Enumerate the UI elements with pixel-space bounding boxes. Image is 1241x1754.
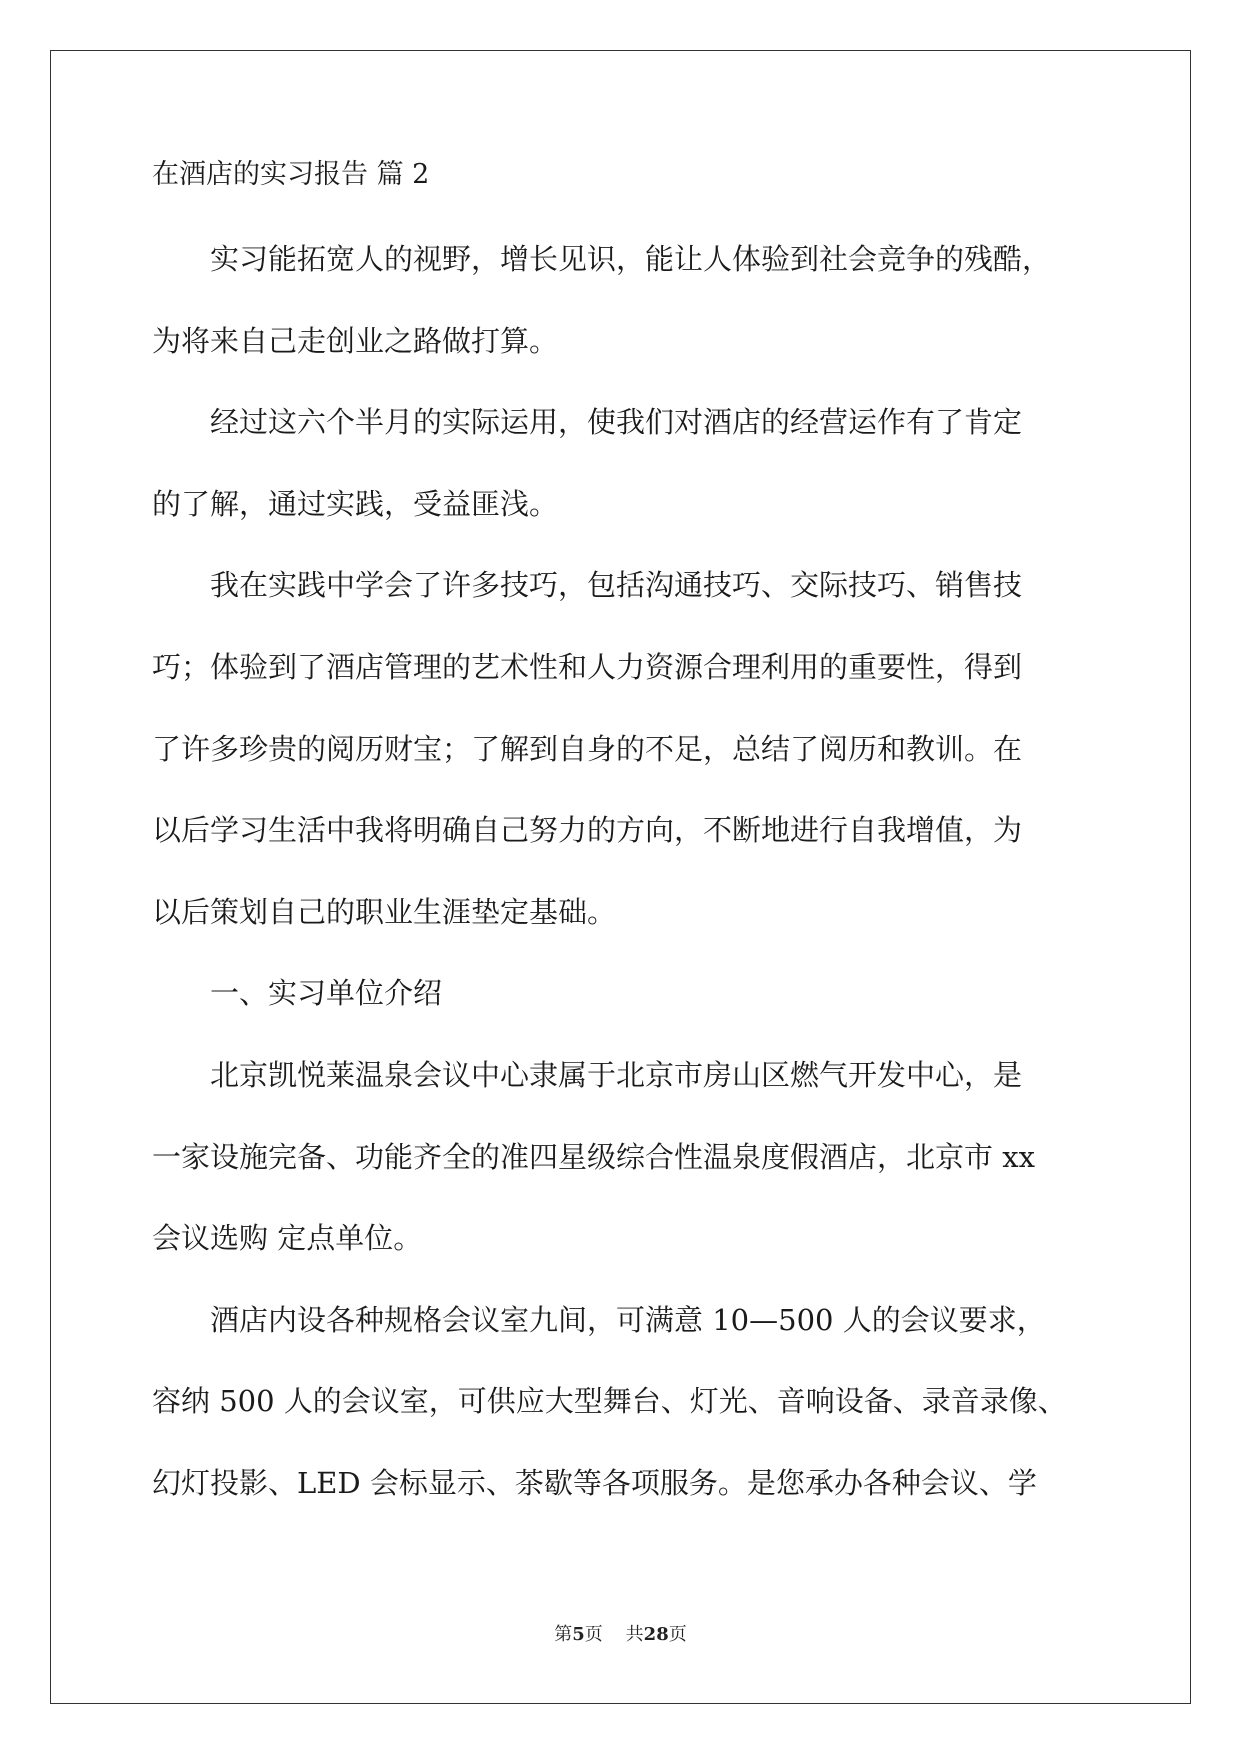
total-suffix: 页	[668, 1624, 687, 1645]
paragraph	[152, 1280, 1092, 1525]
text-line: 经过这六个半月的实际运用，使我们对酒店的经营运作有了肯定	[210, 405, 1023, 440]
paragraph	[152, 545, 1092, 953]
text-line: 一、实习单位介绍	[210, 976, 443, 1011]
text-line: 为将来自己走创业之路做打算。	[152, 323, 559, 358]
document-body	[152, 160, 1092, 1525]
text-line: 以后学习生活中我将明确自己努力的方向，不断地进行自我增值，为	[152, 813, 1023, 848]
page-total: 28	[643, 1624, 669, 1645]
page-footer	[0, 1620, 1241, 1646]
page-suffix: 页	[584, 1624, 603, 1645]
text-line: 容纳 500 人的会议室，可供应大型舞台、灯光、音响设备、录音录像、	[152, 1384, 1067, 1419]
text-line: 实习能拓宽人的视野，增长见识，能让人体验到社会竞争的残酷，	[210, 242, 1052, 276]
text-line: 酒店内设各种规格会议室九间，可满意 10—500 人的会议要求，	[210, 1302, 1046, 1337]
text-line: 我在实践中学会了许多技巧，包括沟通技巧、交际技巧、销售技	[210, 568, 1023, 603]
text-line: 巧；体验到了酒店管理的艺术性和人力资源合理利用的重要性，得到	[152, 649, 1023, 684]
text-line: 以后策划自己的职业生涯垫定基础。	[152, 894, 617, 929]
text-line: 北京凯悦莱温泉会议中心隶属于北京市房山区燃气开发中心，是	[210, 1057, 1023, 1092]
paragraph	[152, 1035, 1092, 1280]
text-line: 幻灯投影、LED 会标显示、茶歇等各项服务。是您承办各种会议、学	[152, 1465, 1037, 1500]
text-line: 一家设施完备、功能齐全的准四星级综合性温泉度假酒店，北京市 xx	[152, 1139, 1035, 1174]
total-prefix: 共	[625, 1624, 644, 1645]
section-heading	[152, 953, 1092, 1035]
page-number: 5	[572, 1624, 585, 1645]
page-prefix: 第	[554, 1624, 573, 1645]
document-title: 在酒店的实习报告 篇 2	[152, 159, 430, 190]
text-line: 的了解，通过实践，受益匪浅。	[152, 486, 559, 521]
paragraph	[152, 382, 1092, 545]
text-line: 会议选购 定点单位。	[152, 1221, 423, 1256]
paragraph	[152, 219, 1092, 382]
text-line: 了许多珍贵的阅历财宝；了解到自身的不足，总结了阅历和教训。在	[152, 731, 1023, 766]
